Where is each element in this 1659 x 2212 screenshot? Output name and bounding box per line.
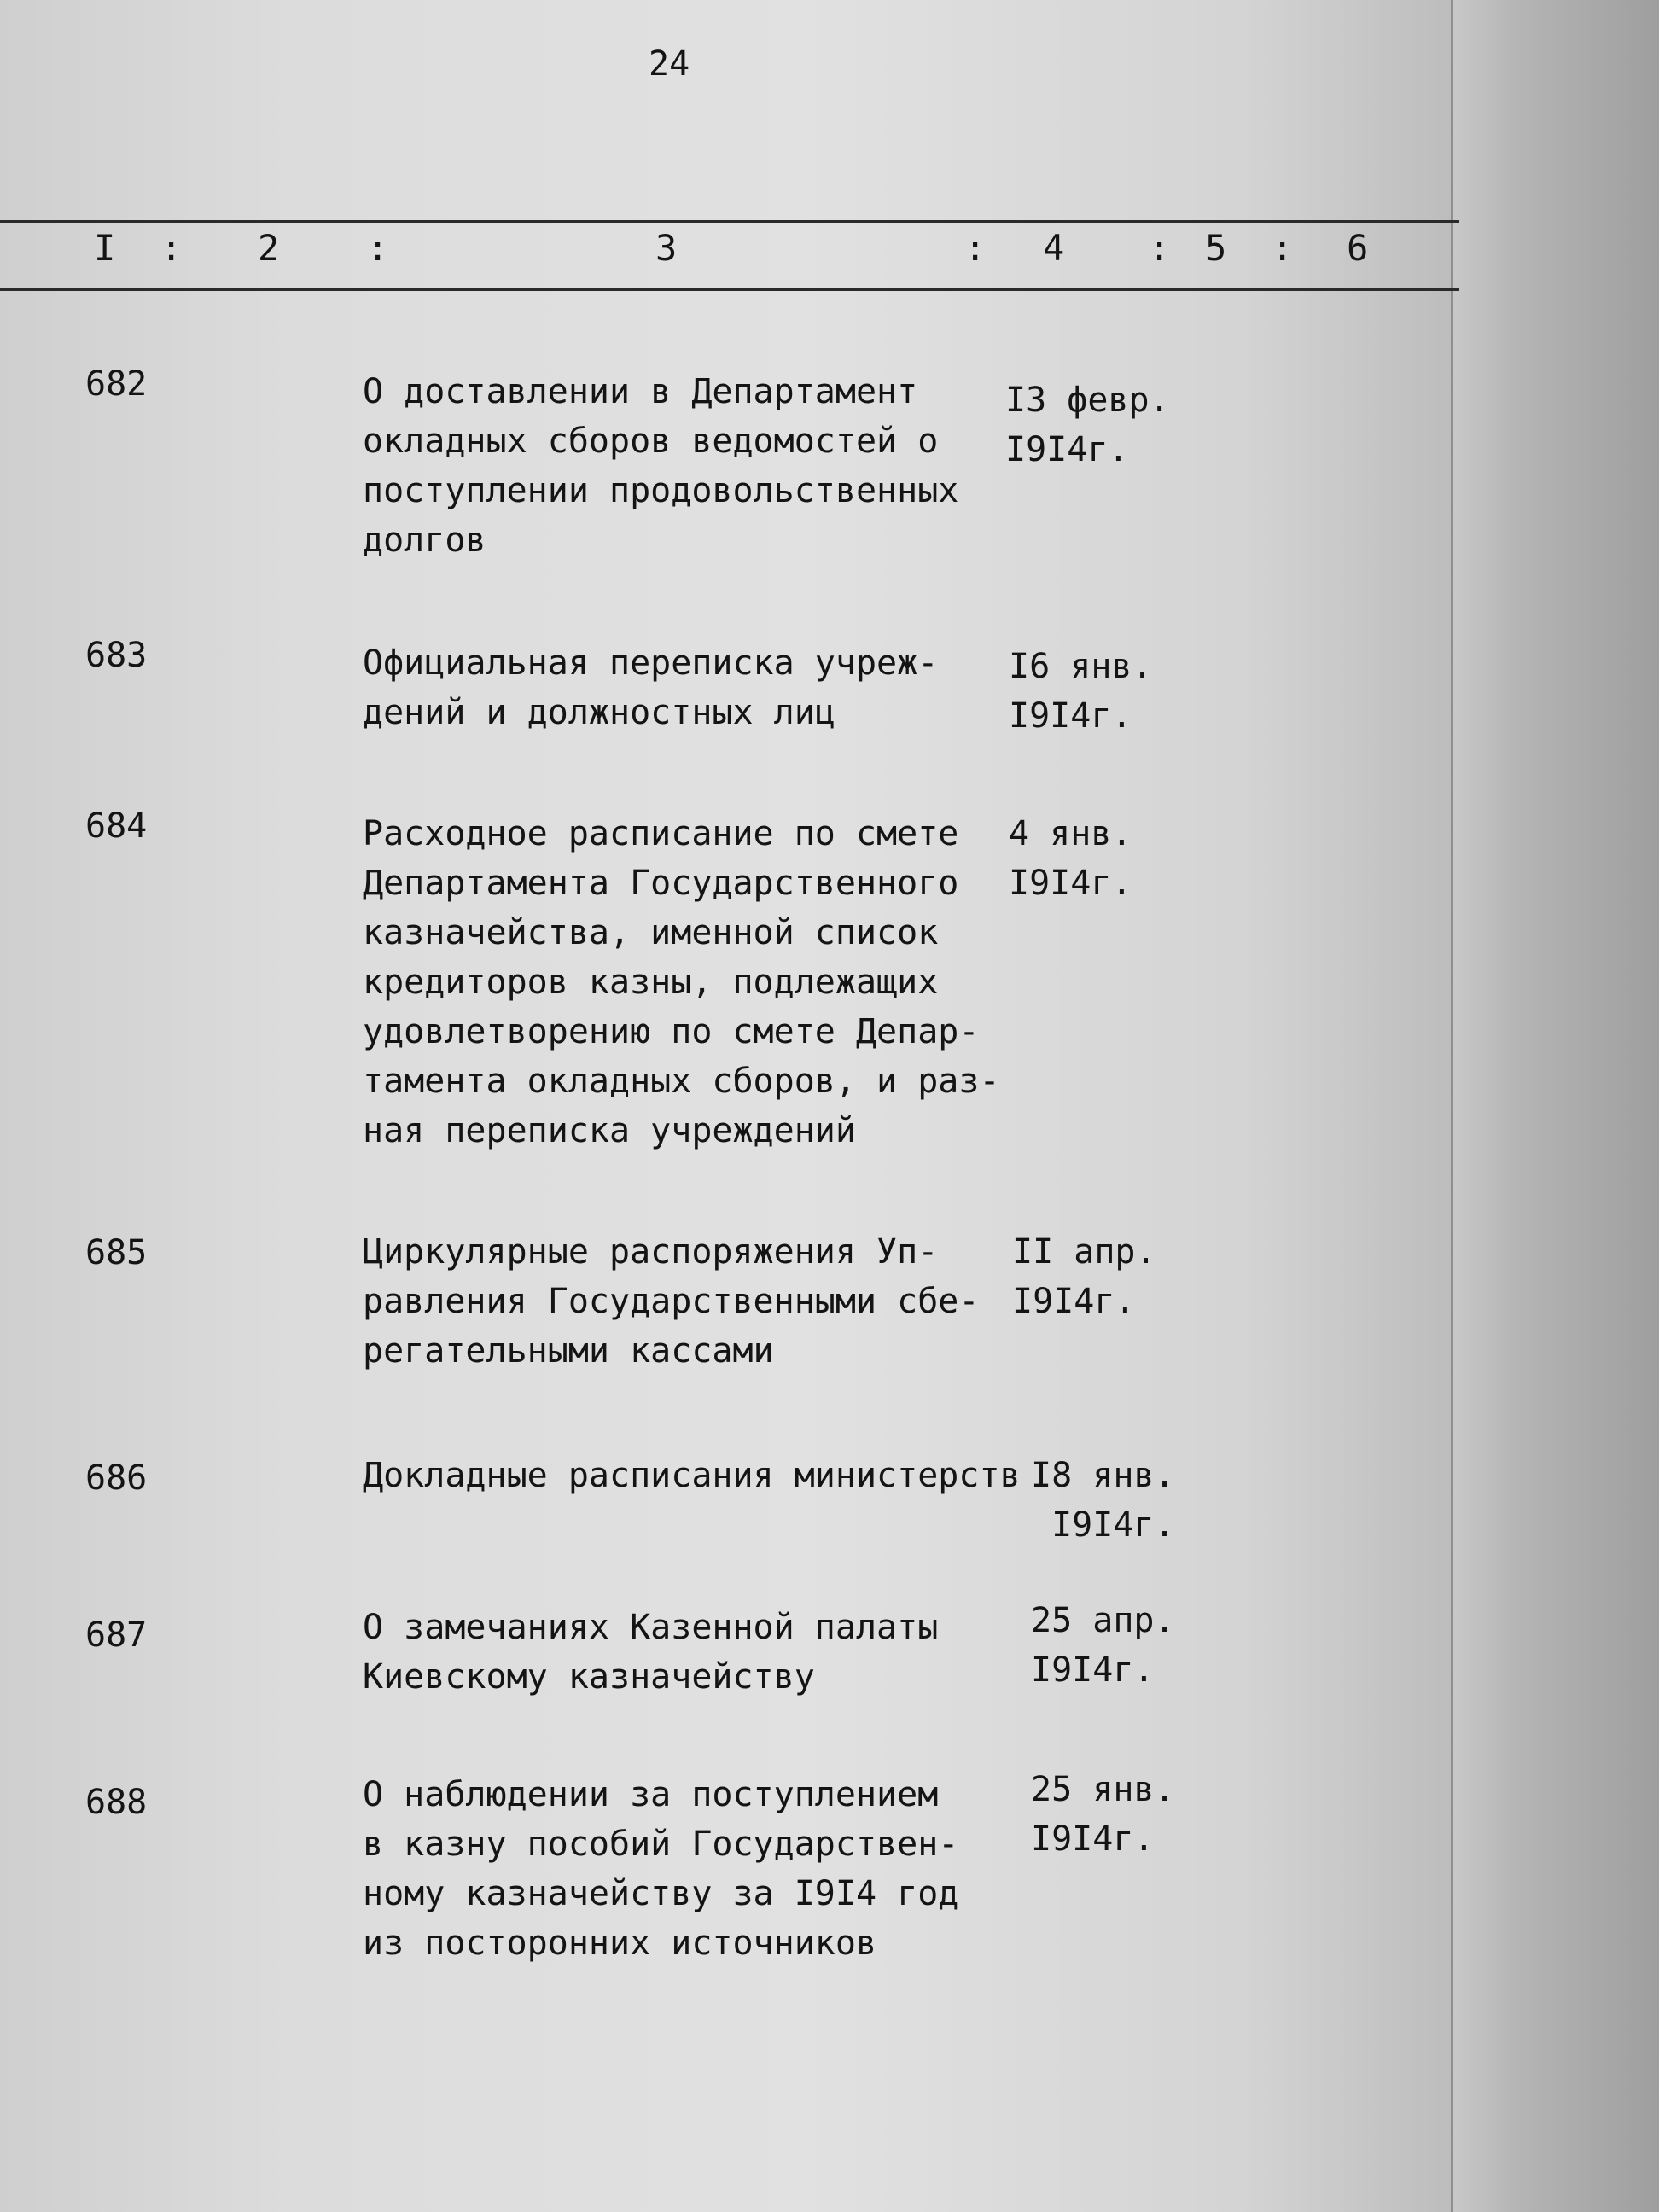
record-date: I6 янв. I9I4г.: [1009, 647, 1153, 736]
record-title: Официальная переписка учреж- дений и должностных лиц: [363, 643, 939, 732]
record-date: I3 февр. I9I4г.: [1005, 381, 1170, 469]
record-date: 4 янв. I9I4г.: [1009, 814, 1132, 903]
record-date: II апр. I9I4г.: [1012, 1232, 1156, 1321]
header-rule-top: [0, 220, 1459, 223]
record-title: Расходное расписание по смете Департамента Государственного казначейства, именной список кредиторов казны, подлежащих удовлетворению по смете Депар- тамента окладных сборов, и раз- ная переписка учреждений: [363, 814, 1000, 1150]
column-separator: :: [1149, 227, 1171, 269]
record-number: 683: [85, 636, 148, 675]
column-separator: :: [160, 227, 183, 269]
record-date: 25 янв. I9I4г.: [1031, 1770, 1175, 1859]
record-date: I8 янв. I9I4г.: [1031, 1456, 1175, 1545]
adjacent-page-edge: [1451, 0, 1659, 2212]
record-title: О доставлении в Департамент окладных сборов ведомостей о поступлении продовольственных долгов: [363, 372, 959, 560]
page-number: 24: [649, 44, 690, 84]
column-header-5: 5: [1205, 227, 1227, 269]
record-number: 688: [85, 1783, 148, 1822]
column-separator: :: [1272, 227, 1294, 269]
column-header-2: 2: [258, 227, 280, 269]
record-number: 684: [85, 806, 148, 846]
record-number: 685: [85, 1233, 148, 1272]
column-separator: :: [964, 227, 987, 269]
column-header-6: 6: [1347, 227, 1369, 269]
record-title: Докладные расписания министерств: [363, 1456, 1021, 1495]
record-title: О наблюдении за поступлением в казну пособий Государствен- ному казначейству за I9I4 год из посторонних источников: [363, 1775, 959, 1963]
record-date: 25 апр. I9I4г.: [1031, 1601, 1175, 1690]
column-header-3: 3: [655, 227, 678, 269]
record-number: 682: [85, 364, 148, 404]
header-rule-bottom: [0, 288, 1459, 291]
column-separator: :: [367, 227, 389, 269]
record-title: О замечаниях Казенной палаты Киевскому казначейству: [363, 1608, 939, 1697]
column-header-4: 4: [1043, 227, 1065, 269]
record-number: 687: [85, 1615, 148, 1655]
record-title: Циркулярные распоряжения Уп- равления Государственными сбе- регательными кассами: [363, 1232, 980, 1371]
record-number: 686: [85, 1458, 148, 1498]
column-header-1: I: [94, 227, 116, 269]
